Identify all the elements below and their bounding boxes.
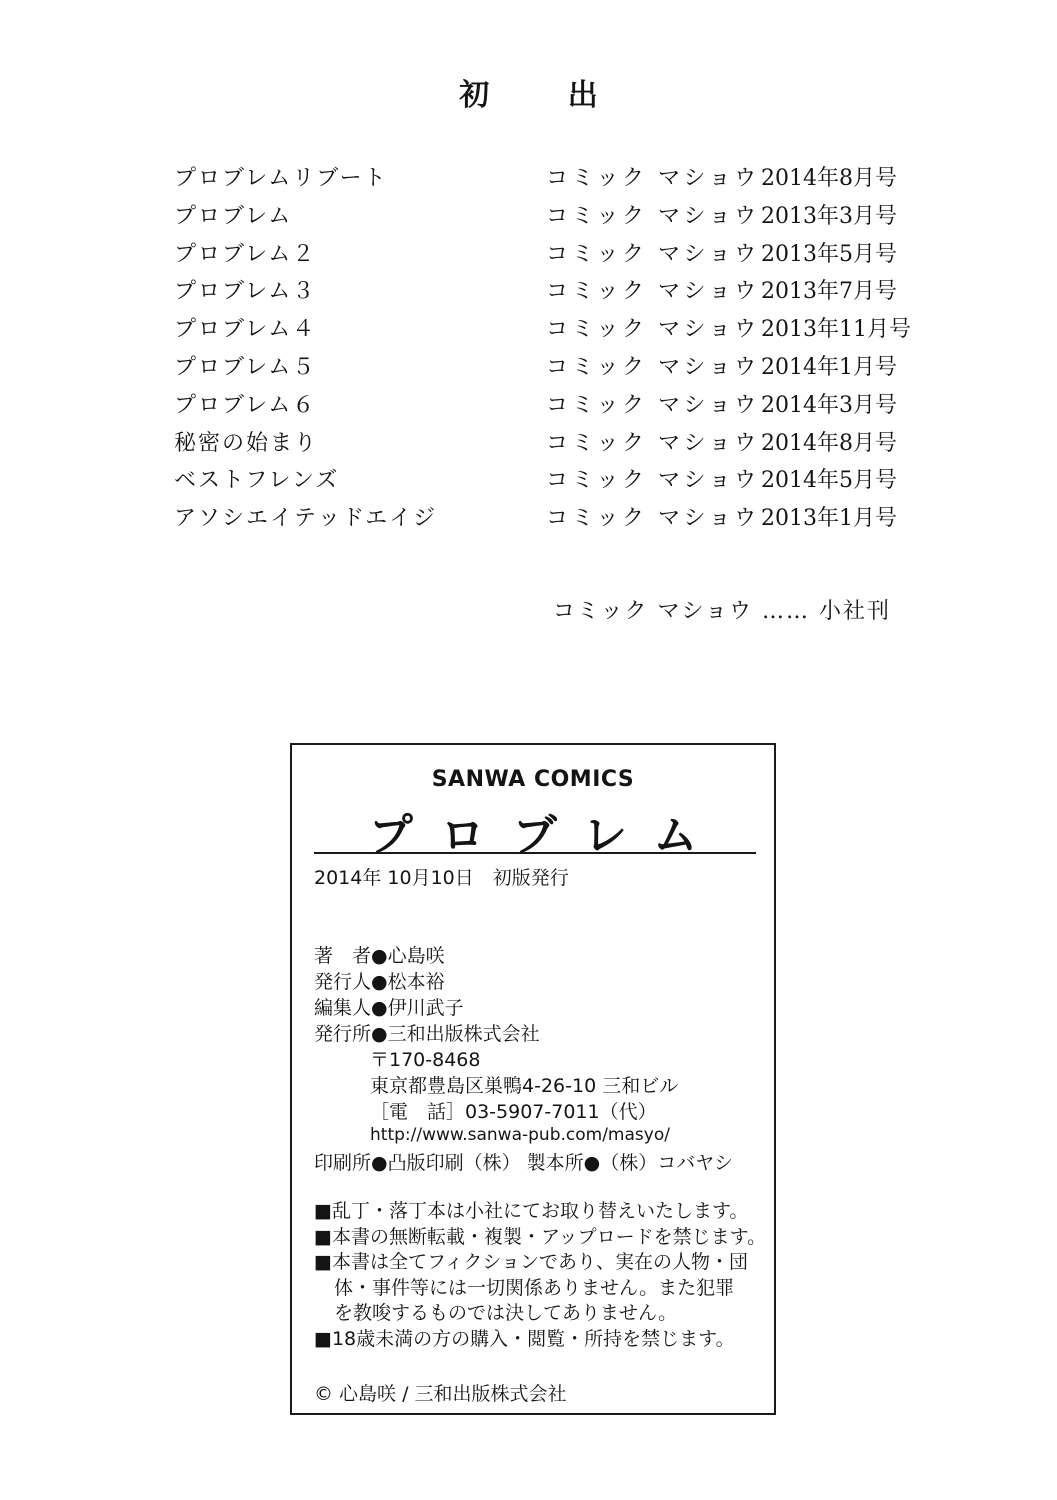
- magazine-name: コミック マショウ: [546, 166, 760, 191]
- story-title: アソシエイテッドエイジ: [174, 506, 438, 532]
- page-heading: 初 出: [459, 78, 632, 113]
- magazine-name: コミック マショウ: [546, 241, 760, 267]
- notice-line: ■本書の無断転載・複製・アップロードを禁じます。: [314, 1225, 767, 1248]
- magazine-name: コミック マショウ: [546, 317, 760, 343]
- magazine-name: コミック マショウ: [546, 354, 760, 380]
- book-title: プロブレム: [368, 810, 726, 861]
- first-appearance-list: [174, 160, 934, 538]
- story-title: プロブレム５: [174, 354, 317, 380]
- website-url: http://www.sanwa-pub.com/masyo/: [370, 1125, 670, 1145]
- magazine-name: コミック マショウ: [546, 203, 760, 229]
- list-item: [174, 273, 934, 311]
- story-title: プロブレム２: [174, 241, 317, 267]
- story-title: プロブレム: [174, 203, 293, 229]
- issue-date: 2013年1月号: [761, 506, 897, 532]
- publisher-note: コミック マショウ …… 小社刊: [552, 599, 891, 624]
- story-title: プロブレム３: [174, 279, 317, 305]
- magazine-name: コミック マショウ: [546, 430, 760, 456]
- phone-number: ［電 話］03-5907-7011（代）: [370, 1101, 657, 1123]
- editor-credit: 編集人●伊川武子: [314, 997, 464, 1019]
- colophon-box: [290, 743, 776, 1415]
- issue-date: 2013年7月号: [761, 279, 897, 305]
- issue-date: 2014年5月号: [761, 468, 897, 494]
- list-item: [174, 311, 934, 349]
- author-credit: 著 者●心島咲: [314, 945, 445, 967]
- copyright: © 心島咲 / 三和出版株式会社: [314, 1383, 567, 1405]
- issue-date: 2013年3月号: [761, 203, 897, 229]
- notice-line: ■乱丁・落丁本は小社にてお取り替えいたします。: [314, 1200, 749, 1222]
- notice-line: ■18歳未満の方の購入・閲覧・所持を禁じます。: [314, 1327, 735, 1350]
- publisher-credit: 発行人●松本裕: [314, 971, 445, 993]
- magazine-name: コミック マショウ: [546, 506, 760, 532]
- list-item: [174, 198, 934, 236]
- postal-code: 〒170-8468: [370, 1049, 481, 1071]
- list-item: [174, 349, 934, 387]
- notice-line: 体・事件等には一切関係ありません。また犯罪: [334, 1276, 735, 1299]
- list-item: [174, 500, 934, 538]
- issue-date: 2014年8月号: [761, 430, 897, 456]
- list-item: [174, 387, 934, 425]
- title-divider: [314, 852, 756, 854]
- list-item: [174, 236, 934, 274]
- notice-line: を教唆するものでは決してありません。: [334, 1302, 678, 1325]
- series-name: SANWA COMICS: [431, 767, 635, 792]
- list-item: [174, 425, 934, 463]
- address: 東京都豊島区巣鴨4-26-10 三和ビル: [370, 1075, 679, 1097]
- issue-date: 2013年11月号: [761, 317, 911, 343]
- notices: [314, 1199, 766, 1353]
- story-title: 秘密の始まり: [174, 430, 319, 456]
- story-title: ベストフレンズ: [174, 468, 340, 494]
- story-title: プロブレム６: [174, 392, 317, 418]
- magazine-name: コミック マショウ: [546, 392, 760, 418]
- issue-date: 2014年1月号: [761, 354, 897, 380]
- notice-line: ■本書は全てフィクションであり、実在の人物・団: [314, 1251, 749, 1274]
- story-title: プロブレムリブート: [174, 166, 388, 191]
- issue-date: 2013年5月号: [761, 241, 897, 267]
- list-item: [174, 160, 934, 198]
- magazine-name: コミック マショウ: [546, 468, 760, 494]
- magazine-name: コミック マショウ: [546, 279, 760, 305]
- publication-date: 2014年 10月10日 初版発行: [314, 867, 569, 889]
- story-title: プロブレム４: [174, 317, 317, 343]
- list-item: [174, 462, 934, 500]
- issue-date: 2014年3月号: [761, 392, 897, 418]
- issue-date: 2014年8月号: [761, 166, 897, 191]
- publishing-house: 発行所●三和出版株式会社: [314, 1023, 540, 1045]
- printing-credit: 印刷所●凸版印刷（株） 製本所●（株）コバヤシ: [314, 1152, 734, 1174]
